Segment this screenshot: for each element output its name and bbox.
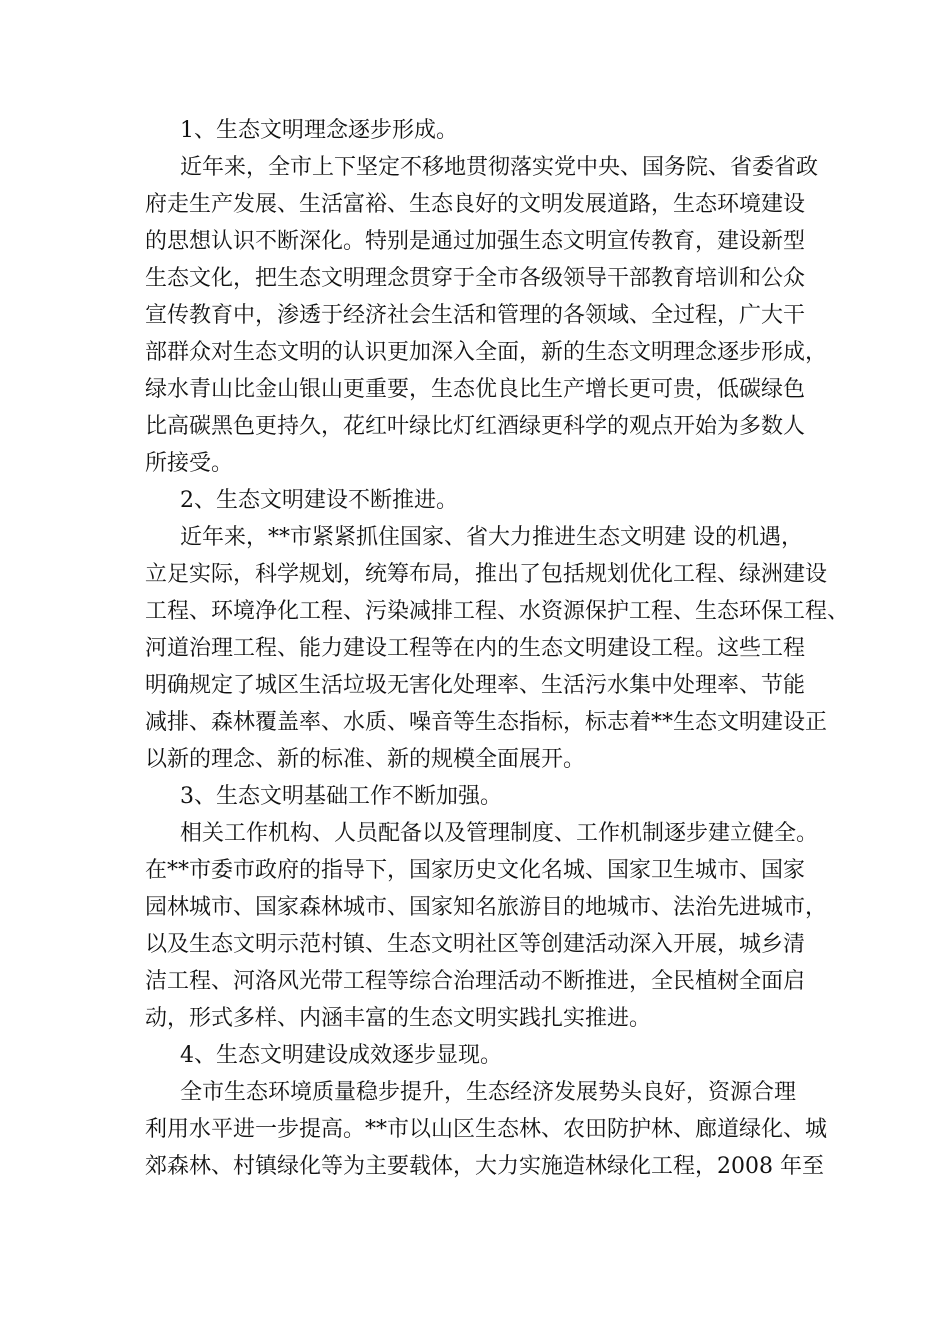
- text-line: 比高碳黑色更持久，花红叶绿比灯红酒绿更科学的观点开始为多数人: [145, 414, 806, 439]
- text-line: 的思想认识不断深化。特别是通过加强生态文明宣传教育，建设新型: [145, 229, 806, 254]
- text-line: 园林城市、国家森林城市、国家知名旅游目的地城市、法治先进城市，: [145, 895, 828, 920]
- text-line: 以新的理念、新的标准、新的规模全面展开。: [145, 747, 586, 772]
- text-line: 河道治理工程、能力建设工程等在内的生态文明建设工程。这些工程: [145, 636, 806, 661]
- text-line: 立足实际，科学规划，统筹布局，推出了包括规划优化工程、绿洲建设: [145, 562, 828, 587]
- text-line: 明确规定了城区生活垃圾无害化处理率、生活污水集中处理率、节能: [145, 673, 806, 698]
- heading-3: [145, 778, 825, 815]
- text-line: 洁工程、河洛风光带工程等综合治理活动不断推进，全民植树全面启: [145, 969, 806, 994]
- paragraph-3: [145, 815, 828, 1037]
- text-line: 生态文化，把生态文明理念贯穿于全市各级领导干部教育培训和公众: [145, 266, 806, 291]
- text-line: 以及生态文明示范村镇、生态文明社区等创建活动深入开展，城乡清: [145, 932, 806, 957]
- paragraph-1: [145, 149, 828, 482]
- text-line: 相关工作机构、人员配备以及管理制度、工作机制逐步建立健全。: [180, 821, 819, 846]
- text-line: 绿水青山比金山银山更重要，生态优良比生产增长更可贵，低碳绿色: [145, 377, 806, 402]
- text-line: 郊森林、村镇绿化等为主要载体，大力实施造林绿化工程，2008 年至: [145, 1154, 824, 1179]
- text-line: 工程、环境净化工程、污染减排工程、水资源保护工程、生态环保工程、: [145, 599, 850, 624]
- paragraph-4: [145, 1074, 828, 1185]
- paragraph-2: [145, 519, 850, 778]
- document-body: [145, 112, 850, 1185]
- text-line: 府走生产发展、生活富裕、生态良好的文明发展道路，生态环境建设: [145, 192, 806, 217]
- text-line: 所接受。: [145, 451, 234, 476]
- text-line: 动，形式多样、内涵丰富的生态文明实践扎实推进。: [145, 1006, 652, 1031]
- text-line: 部群众对生态文明的认识更加深入全面，新的生态文明理念逐步形成，: [145, 340, 828, 365]
- text-line: 在**市委市政府的指导下，国家历史文化名城、国家卫生城市、国家: [145, 858, 806, 883]
- heading-4: [145, 1037, 825, 1074]
- heading-1: [145, 112, 825, 149]
- text-line: 近年来，**市紧紧抓住国家、省大力推进生态文明建 设的机遇，: [180, 525, 803, 550]
- text-line: 利用水平进一步提高。**市以山区生态林、农田防护林、廊道绿化、城: [145, 1117, 828, 1142]
- text-line: 1、生态文明理念逐步形成。: [180, 118, 458, 143]
- text-line: 2、生态文明建设不断推进。: [180, 488, 458, 513]
- text-line: 全市生态环境质量稳步提升，生态经济发展势头良好，资源合理: [180, 1080, 797, 1105]
- heading-2: [145, 482, 825, 519]
- text-line: 3、生态文明基础工作不断加强。: [180, 784, 502, 809]
- text-line: 4、生态文明建设成效逐步显现。: [180, 1043, 502, 1068]
- text-line: 减排、森林覆盖率、水质、噪音等生态指标，标志着**生态文明建设正: [145, 710, 828, 735]
- text-line: 近年来，全市上下坚定不移地贯彻落实党中央、国务院、省委省政: [180, 155, 819, 180]
- text-line: 宣传教育中，渗透于经济社会生活和管理的各领域、全过程，广大干: [145, 303, 806, 328]
